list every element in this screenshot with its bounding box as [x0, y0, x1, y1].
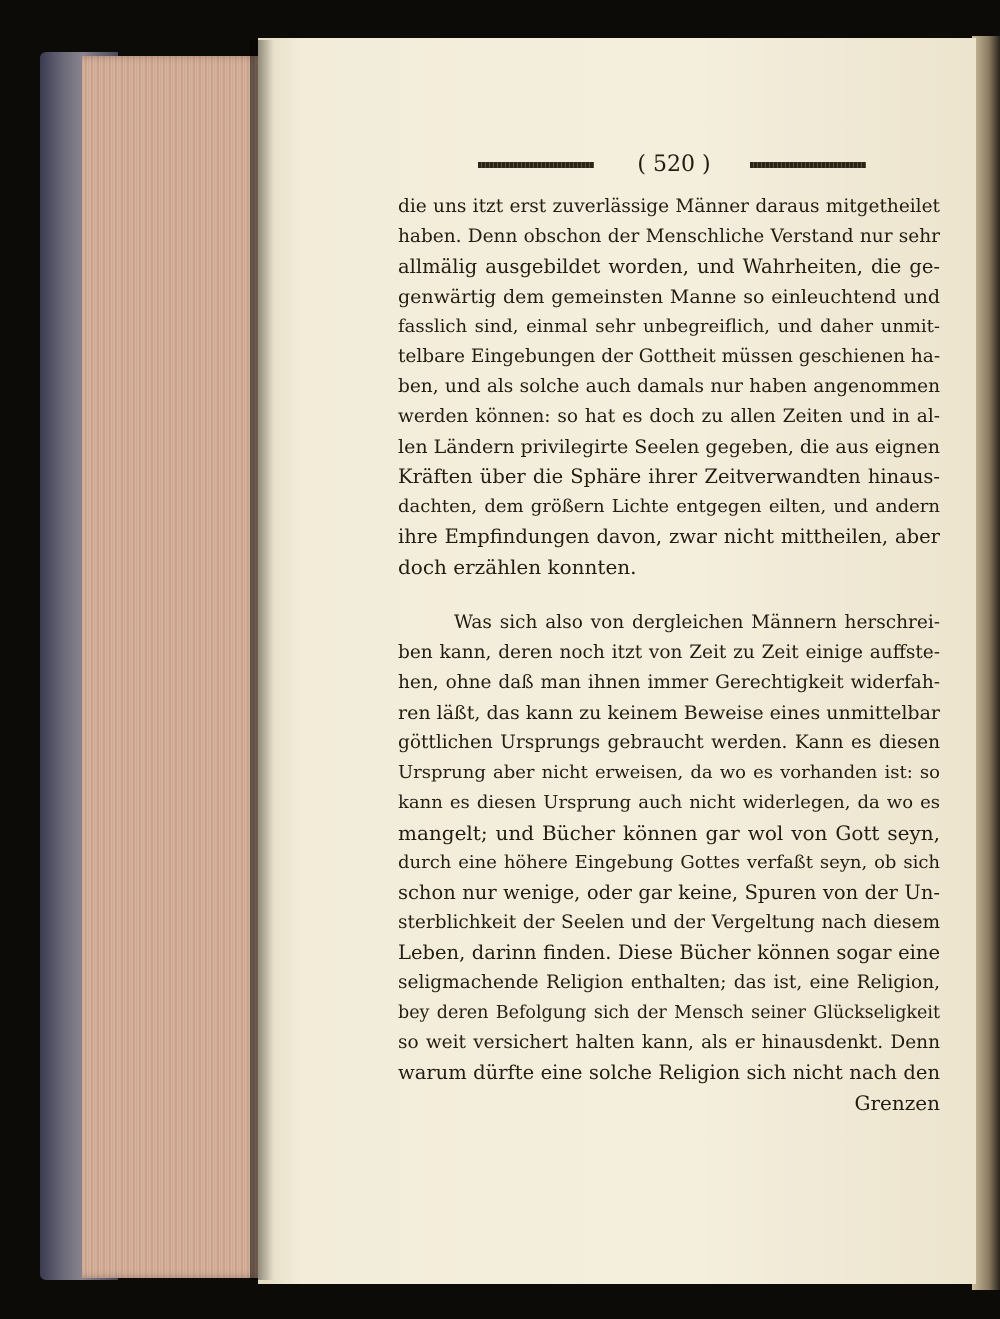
head-rule-left [478, 162, 594, 168]
text-line: haben. Denn obschon der Menschliche Verstand nur sehr [398, 226, 940, 247]
text-line: allmälig ausgebildet worden, und Wahrheiten, die ge- [398, 255, 940, 278]
text-line: ren läßt, das kann zu keinem Beweise eines unmittelbar [398, 702, 940, 724]
text-line: die uns itzt erst zuverlässige Männer daraus mitgetheilet [398, 196, 940, 217]
text-line: mangelt; und Bücher können gar wol von Gott seyn, [398, 821, 940, 845]
text-line: genwärtig dem gemeinsten Manne so einleuchtend und [398, 286, 940, 308]
text-line: Ursprung aber nicht erweisen, da wo es vorhanden ist: so [398, 762, 940, 783]
text-line: so weit versichert halten kann, als er hinausdenkt. Denn [398, 1032, 940, 1053]
text-line: ihre Empfindungen davon, zwar nicht mittheilen, aber [398, 525, 940, 548]
text-line: kann es diesen Ursprung auch nicht widerlegen, da wo es [398, 792, 940, 813]
text-line: hen, ohne daß man ihnen immer Gerechtigkeit widerfah- [398, 672, 940, 693]
paragraph-2 [398, 608, 940, 1088]
text-line: warum dürfte eine solche Religion sich nicht nach den [398, 1061, 940, 1084]
text-line: ben, und als solche auch damals nur haben angenommen [398, 376, 940, 397]
page-block-edges [82, 56, 262, 1278]
running-head [478, 150, 868, 180]
text-line: telbare Eingebungen der Gottheit müssen geschienen ha- [398, 346, 941, 367]
body-text [398, 192, 940, 1118]
text-line: sterblichkeit der Seelen und der Vergeltung nach diesem [398, 912, 940, 933]
text-line: dachten, dem größern Lichte entgegen eilten, und andern [398, 496, 940, 517]
text-line: ben kann, deren noch itzt von Zeit zu Zeit einige auffste- [398, 642, 940, 663]
text-line: schon nur wenige, oder gar keine, Spuren von der Un- [398, 881, 940, 904]
text-line: Was sich also von dergleichen Männern herschrei- [454, 612, 940, 633]
text-line: Leben, darinn finden. Diese Bücher können sogar eine [398, 941, 940, 964]
head-rule-right [750, 162, 866, 168]
text-line: Kräften über die Sphäre ihrer Zeitverwandten hinaus- [398, 465, 940, 488]
paragraph-1 [398, 192, 940, 582]
text-line: göttlichen Ursprungs gebraucht werden. Kann es diesen [398, 732, 940, 753]
page-number: ( 520 ) [637, 152, 711, 177]
spine-shadow [250, 40, 274, 1280]
text-line: fasslich sind, einmal sehr unbegreiflich, und daher unmit- [398, 316, 940, 337]
text-line: doch erzählen konnten. [398, 555, 637, 579]
text-line: bey deren Befolgung sich der Mensch seiner Glückseligkeit [398, 1003, 940, 1023]
text-line: len Ländern privilegirte Seelen gegeben, die aus eignen [398, 436, 940, 458]
text-line: werden können: so hat es doch zu allen Zeiten und in al- [398, 406, 940, 427]
text-line: seligmachende Religion enthalten; das ist, eine Religion, [398, 972, 940, 993]
catchword: Grenzen [854, 1091, 940, 1115]
text-line: durch eine höhere Eingebung Gottes verfaßt seyn, ob sich [398, 852, 940, 873]
right-page-edge [972, 36, 1000, 1290]
